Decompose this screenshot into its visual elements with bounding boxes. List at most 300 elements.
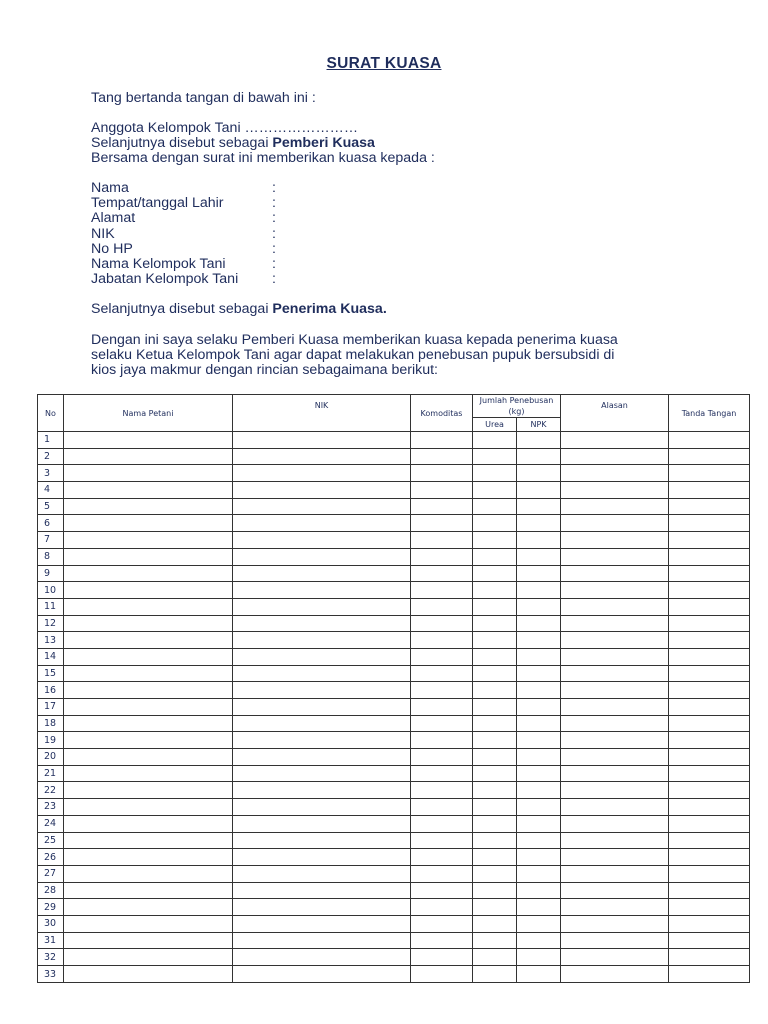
cell-komoditas[interactable] [411,582,473,599]
cell-tanda-tangan[interactable] [669,899,750,916]
cell-npk[interactable] [517,915,561,932]
cell-npk[interactable] [517,882,561,899]
table-row [38,832,750,849]
cell-alasan[interactable] [561,482,669,499]
cell-urea[interactable] [473,966,517,983]
cell-npk[interactable] [517,632,561,649]
row-number: 9 [38,565,64,582]
cell-komoditas[interactable] [411,865,473,882]
cell-urea[interactable] [473,565,517,582]
receiver-field [91,272,282,287]
cell-alasan[interactable] [561,682,669,699]
cell-nik[interactable] [233,832,411,849]
cell-nik[interactable] [233,882,411,899]
cell-urea[interactable] [473,765,517,782]
cell-komoditas[interactable] [411,432,473,449]
cell-alasan[interactable] [561,915,669,932]
table-row [38,582,750,599]
cell-npk[interactable] [517,966,561,983]
field-label: NIK [91,225,115,242]
row-number: 10 [38,582,64,599]
cell-urea[interactable] [473,598,517,615]
cell-tanda-tangan[interactable] [669,865,750,882]
row-number: 21 [38,765,64,782]
cell-nik[interactable] [233,732,411,749]
cell-nama-petani[interactable] [64,498,233,515]
row-number: 27 [38,865,64,882]
cell-alasan[interactable] [561,832,669,849]
cell-tanda-tangan[interactable] [669,615,750,632]
cell-npk[interactable] [517,899,561,916]
cell-komoditas[interactable] [411,498,473,515]
row-number: 13 [38,632,64,649]
cell-alasan[interactable] [561,765,669,782]
cell-alasan[interactable] [561,949,669,966]
cell-alasan[interactable] [561,815,669,832]
table-row [38,565,750,582]
cell-alasan[interactable] [561,699,669,716]
cell-urea[interactable] [473,732,517,749]
table-row [38,432,750,449]
cell-komoditas[interactable] [411,665,473,682]
row-number: 3 [38,465,64,482]
row-number: 24 [38,815,64,832]
field-label: Jabatan Kelompok Tani [91,271,239,288]
table-row [38,732,750,749]
cell-komoditas[interactable] [411,899,473,916]
cell-nama-petani[interactable] [64,715,233,732]
cell-nama-petani[interactable] [64,932,233,949]
cell-npk[interactable] [517,482,561,499]
cell-nama-petani[interactable] [64,782,233,799]
receiver-line [91,302,387,317]
cell-tanda-tangan[interactable] [669,815,750,832]
cell-npk[interactable] [517,515,561,532]
cell-tanda-tangan[interactable] [669,498,750,515]
cell-alasan[interactable] [561,615,669,632]
cell-tanda-tangan[interactable] [669,849,750,866]
cell-alasan[interactable] [561,715,669,732]
row-number: 31 [38,932,64,949]
cell-nama-petani[interactable] [64,432,233,449]
intro-text [91,91,316,106]
cell-nama-petani[interactable] [64,799,233,816]
cell-tanda-tangan[interactable] [669,598,750,615]
cell-alasan[interactable] [561,782,669,799]
cell-komoditas[interactable] [411,949,473,966]
cell-npk[interactable] [517,865,561,882]
cell-urea[interactable] [473,899,517,916]
cell-alasan[interactable] [561,749,669,766]
cell-nama-petani[interactable] [64,832,233,849]
cell-tanda-tangan[interactable] [669,699,750,716]
cell-urea[interactable] [473,865,517,882]
cell-urea[interactable] [473,949,517,966]
table-row [38,548,750,565]
table-row [38,815,750,832]
cell-alasan[interactable] [561,932,669,949]
header-tanda-tangan: Tanda Tangan [669,395,750,432]
row-number: 19 [38,732,64,749]
field-colon: : [272,195,276,212]
cell-komoditas[interactable] [411,849,473,866]
cell-alasan[interactable] [561,465,669,482]
cell-nama-petani[interactable] [64,482,233,499]
cell-alasan[interactable] [561,432,669,449]
table-row [38,882,750,899]
cell-urea[interactable] [473,682,517,699]
cell-npk[interactable] [517,465,561,482]
cell-alasan[interactable] [561,799,669,816]
cell-alasan[interactable] [561,665,669,682]
cell-tanda-tangan[interactable] [669,765,750,782]
cell-tanda-tangan[interactable] [669,532,750,549]
pemberi-kuasa-label: Pemberi Kuasa [272,135,375,152]
cell-nik[interactable] [233,865,411,882]
cell-npk[interactable] [517,832,561,849]
cell-tanda-tangan[interactable] [669,448,750,465]
cell-nama-petani[interactable] [64,648,233,665]
cell-nama-petani[interactable] [64,548,233,565]
cell-urea[interactable] [473,665,517,682]
cell-nama-petani[interactable] [64,665,233,682]
row-number: 7 [38,532,64,549]
cell-npk[interactable] [517,732,561,749]
cell-komoditas[interactable] [411,515,473,532]
cell-urea[interactable] [473,749,517,766]
cell-urea[interactable] [473,699,517,716]
row-number: 16 [38,682,64,699]
cell-nik[interactable] [233,648,411,665]
cell-tanda-tangan[interactable] [669,465,750,482]
cell-npk[interactable] [517,682,561,699]
cell-nik[interactable] [233,749,411,766]
cell-nama-petani[interactable] [64,515,233,532]
giver-line-1: Anggota Kelompok Tani …………………… [91,120,359,136]
row-number: 22 [38,782,64,799]
cell-nama-petani[interactable] [64,966,233,983]
header-jumlah-penebusan: Jumlah Penebusan (kg) [473,395,561,418]
cell-npk[interactable] [517,715,561,732]
cell-komoditas[interactable] [411,482,473,499]
giver-line-2 [91,136,435,151]
row-number: 18 [38,715,64,732]
cell-npk[interactable] [517,799,561,816]
cell-komoditas[interactable] [411,598,473,615]
cell-nama-petani[interactable] [64,949,233,966]
cell-nik[interactable] [233,482,411,499]
cell-nama-petani[interactable] [64,749,233,766]
cell-nama-petani[interactable] [64,682,233,699]
cell-tanda-tangan[interactable] [669,682,750,699]
cell-alasan[interactable] [561,448,669,465]
cell-urea[interactable] [473,648,517,665]
cell-nik[interactable] [233,715,411,732]
cell-npk[interactable] [517,598,561,615]
field-label: No HP [91,240,133,257]
header-alasan: Alasan [561,395,669,432]
cell-npk[interactable] [517,432,561,449]
cell-komoditas[interactable] [411,882,473,899]
cell-komoditas[interactable] [411,815,473,832]
cell-nik[interactable] [233,782,411,799]
cell-npk[interactable] [517,532,561,549]
table-row [38,682,750,699]
cell-npk[interactable] [517,615,561,632]
cell-tanda-tangan[interactable] [669,665,750,682]
table-row [38,749,750,766]
row-number: 26 [38,849,64,866]
cell-komoditas[interactable] [411,465,473,482]
cell-nik[interactable] [233,448,411,465]
cell-npk[interactable] [517,665,561,682]
table-row [38,482,750,499]
cell-nik[interactable] [233,949,411,966]
cell-komoditas[interactable] [411,699,473,716]
cell-komoditas[interactable] [411,765,473,782]
cell-nik[interactable] [233,932,411,949]
cell-tanda-tangan[interactable] [669,648,750,665]
cell-alasan[interactable] [561,498,669,515]
cell-npk[interactable] [517,749,561,766]
cell-npk[interactable] [517,949,561,966]
cell-nik[interactable] [233,582,411,599]
cell-komoditas[interactable] [411,565,473,582]
header-npk: NPK [517,418,561,432]
cell-nama-petani[interactable] [64,565,233,582]
cell-urea[interactable] [473,799,517,816]
cell-nama-petani[interactable] [64,765,233,782]
cell-nik[interactable] [233,765,411,782]
cell-nama-petani[interactable] [64,532,233,549]
cell-urea[interactable] [473,815,517,832]
cell-komoditas[interactable] [411,532,473,549]
cell-tanda-tangan[interactable] [669,548,750,565]
cell-tanda-tangan[interactable] [669,715,750,732]
table-row [38,966,750,983]
cell-tanda-tangan[interactable] [669,515,750,532]
cell-nama-petani[interactable] [64,448,233,465]
cell-npk[interactable] [517,565,561,582]
field-colon: : [272,240,276,257]
cell-urea[interactable] [473,582,517,599]
cell-nik[interactable] [233,432,411,449]
cell-komoditas[interactable] [411,799,473,816]
cell-nama-petani[interactable] [64,699,233,716]
cell-tanda-tangan[interactable] [669,782,750,799]
cell-npk[interactable] [517,548,561,565]
cell-npk[interactable] [517,782,561,799]
cell-tanda-tangan[interactable] [669,882,750,899]
cell-alasan[interactable] [561,849,669,866]
header-nama-petani: Nama Petani [64,395,233,432]
cell-tanda-tangan[interactable] [669,732,750,749]
cell-alasan[interactable] [561,582,669,599]
cell-nama-petani[interactable] [64,849,233,866]
cell-komoditas[interactable] [411,782,473,799]
cell-npk[interactable] [517,699,561,716]
field-label: Alamat [91,210,136,227]
cell-nik[interactable] [233,598,411,615]
cell-nik[interactable] [233,849,411,866]
cell-npk[interactable] [517,648,561,665]
cell-komoditas[interactable] [411,448,473,465]
cell-nik[interactable] [233,815,411,832]
cell-nik[interactable] [233,532,411,549]
cell-alasan[interactable] [561,532,669,549]
row-number: 32 [38,949,64,966]
table-row [38,715,750,732]
cell-nama-petani[interactable] [64,915,233,932]
receiver-fields [91,181,282,287]
paragraph-line: kios jaya makmur dengan rincian sebagaimana berikut: [91,362,438,379]
cell-npk[interactable] [517,582,561,599]
table-row [38,515,750,532]
receiver-field [91,242,282,257]
giver-line-3: Bersama dengan surat ini memberikan kuasa kepada : [91,150,435,167]
cell-nama-petani[interactable] [64,582,233,599]
cell-urea[interactable] [473,432,517,449]
cell-urea[interactable] [473,515,517,532]
cell-nik[interactable] [233,515,411,532]
cell-alasan[interactable] [561,966,669,983]
cell-nama-petani[interactable] [64,632,233,649]
intro-line: Tang bertanda tangan di bawah ini : [91,90,316,106]
cell-tanda-tangan[interactable] [669,966,750,983]
cell-npk[interactable] [517,498,561,515]
cell-urea[interactable] [473,498,517,515]
cell-komoditas[interactable] [411,932,473,949]
cell-tanda-tangan[interactable] [669,949,750,966]
receiver-field [91,227,282,242]
cell-nik[interactable] [233,665,411,682]
table-row [38,632,750,649]
cell-alasan[interactable] [561,648,669,665]
cell-tanda-tangan[interactable] [669,565,750,582]
cell-urea[interactable] [473,465,517,482]
cell-nik[interactable] [233,699,411,716]
cell-urea[interactable] [473,615,517,632]
cell-nik[interactable] [233,548,411,565]
cell-alasan[interactable] [561,515,669,532]
cell-urea[interactable] [473,632,517,649]
cell-komoditas[interactable] [411,966,473,983]
cell-nik[interactable] [233,682,411,699]
cell-alasan[interactable] [561,565,669,582]
cell-nik[interactable] [233,799,411,816]
field-colon: : [272,271,276,288]
cell-npk[interactable] [517,815,561,832]
cell-komoditas[interactable] [411,732,473,749]
cell-alasan[interactable] [561,899,669,916]
cell-komoditas[interactable] [411,548,473,565]
cell-komoditas[interactable] [411,832,473,849]
table-row [38,615,750,632]
cell-nama-petani[interactable] [64,598,233,615]
receiver-field [91,257,282,272]
cell-nama-petani[interactable] [64,465,233,482]
cell-urea[interactable] [473,715,517,732]
cell-nik[interactable] [233,465,411,482]
cell-urea[interactable] [473,782,517,799]
table-row [38,598,750,615]
cell-tanda-tangan[interactable] [669,915,750,932]
row-number: 17 [38,699,64,716]
cell-urea[interactable] [473,482,517,499]
cell-urea[interactable] [473,882,517,899]
cell-tanda-tangan[interactable] [669,799,750,816]
row-number: 20 [38,749,64,766]
cell-nik[interactable] [233,899,411,916]
cell-nik[interactable] [233,915,411,932]
cell-nik[interactable] [233,565,411,582]
cell-tanda-tangan[interactable] [669,582,750,599]
cell-urea[interactable] [473,532,517,549]
cell-npk[interactable] [517,932,561,949]
cell-tanda-tangan[interactable] [669,482,750,499]
cell-nama-petani[interactable] [64,865,233,882]
table-row [38,448,750,465]
cell-alasan[interactable] [561,598,669,615]
cell-urea[interactable] [473,832,517,849]
table-row [38,498,750,515]
cell-npk[interactable] [517,849,561,866]
document-title: SURAT KUASA [326,55,442,72]
cell-tanda-tangan[interactable] [669,932,750,949]
cell-komoditas[interactable] [411,915,473,932]
field-colon: : [272,255,276,272]
cell-nama-petani[interactable] [64,882,233,899]
cell-npk[interactable] [517,765,561,782]
cell-komoditas[interactable] [411,715,473,732]
cell-alasan[interactable] [561,732,669,749]
cell-nik[interactable] [233,498,411,515]
table-row [38,849,750,866]
cell-urea[interactable] [473,932,517,949]
cell-nama-petani[interactable] [64,815,233,832]
cell-komoditas[interactable] [411,632,473,649]
cell-nama-petani[interactable] [64,615,233,632]
cell-urea[interactable] [473,448,517,465]
table-row [38,465,750,482]
cell-nama-petani[interactable] [64,732,233,749]
cell-komoditas[interactable] [411,749,473,766]
cell-alasan[interactable] [561,865,669,882]
field-colon: : [272,180,276,196]
cell-nik[interactable] [233,615,411,632]
row-number: 29 [38,899,64,916]
cell-komoditas[interactable] [411,615,473,632]
table-row [38,799,750,816]
cell-alasan[interactable] [561,548,669,565]
cell-komoditas[interactable] [411,648,473,665]
cell-tanda-tangan[interactable] [669,832,750,849]
cell-tanda-tangan[interactable] [669,432,750,449]
cell-alasan[interactable] [561,882,669,899]
cell-komoditas[interactable] [411,682,473,699]
cell-nik[interactable] [233,966,411,983]
cell-nik[interactable] [233,632,411,649]
cell-alasan[interactable] [561,632,669,649]
cell-nama-petani[interactable] [64,899,233,916]
cell-urea[interactable] [473,849,517,866]
cell-urea[interactable] [473,548,517,565]
cell-urea[interactable] [473,915,517,932]
cell-npk[interactable] [517,448,561,465]
field-colon: : [272,210,276,227]
cell-tanda-tangan[interactable] [669,632,750,649]
cell-tanda-tangan[interactable] [669,749,750,766]
